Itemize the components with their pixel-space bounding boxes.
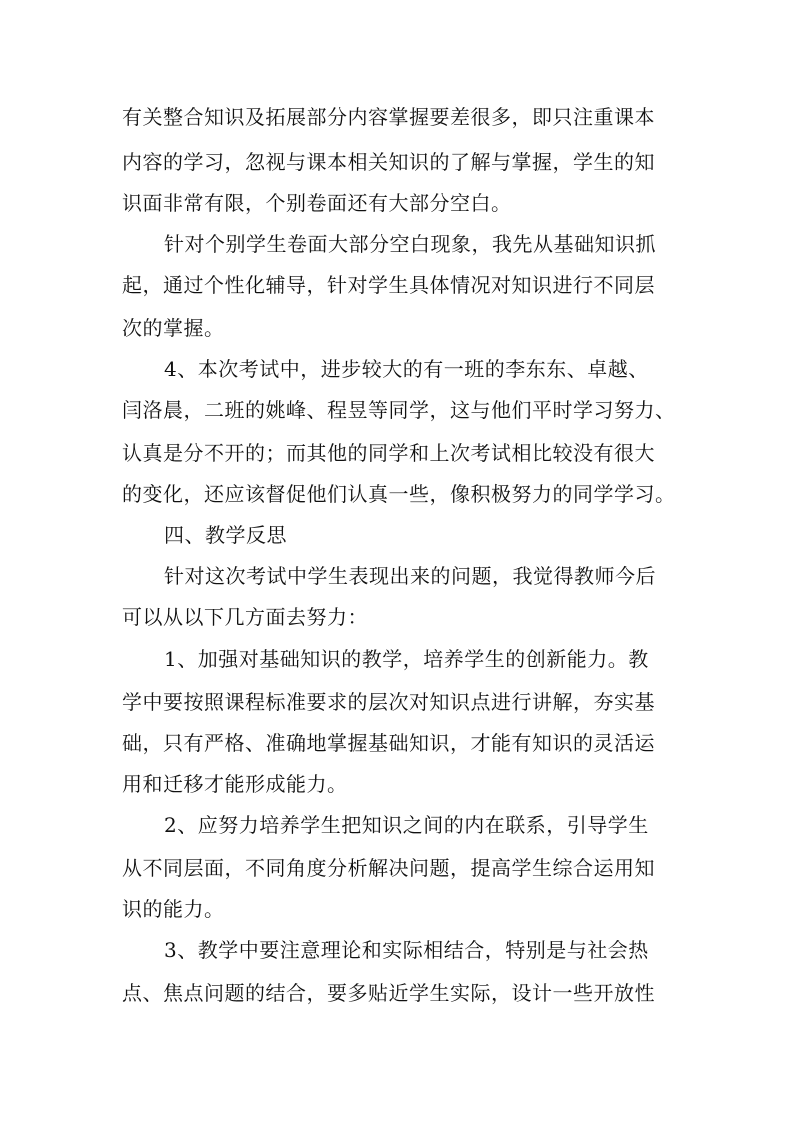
text-line: 识面非常有限，个别卷面还有大部分空白。 — [122, 191, 512, 215]
text-line: 识的能力。 — [122, 897, 225, 921]
text-line: 有关整合知识及拓展部分内容掌握要差很多，即只注重课本 — [122, 105, 655, 129]
paragraph-first-line: 3、教学中要注意理论和实际相结合，特别是与社会热 — [164, 938, 649, 962]
text-line: 用和迁移才能形成能力。 — [122, 772, 348, 796]
text-line: 内容的学习，忽视与课本相关知识的了解与掌握，学生的知 — [122, 150, 655, 174]
paragraph-first-line: 针对这次考试中学生表现出来的问题，我觉得教师今后 — [164, 564, 656, 588]
text-line: 可以从以下几方面去努力： — [122, 605, 368, 629]
paragraph-first-line: 1、加强对基础知识的教学，培养学生的创新能力。教 — [164, 647, 649, 671]
text-line: 次的掌握。 — [122, 316, 225, 340]
text-line: 的变化，还应该督促他们认真一些，像积极努力的同学学习。 — [122, 482, 676, 506]
paragraph-first-line: 针对个别学生卷面大部分空白现象，我先从基础知识抓 — [164, 232, 656, 256]
text-line: 认真是分不开的；而其他的同学和上次考试相比较没有很大 — [122, 441, 655, 465]
section-heading: 四、教学反思 — [164, 523, 287, 547]
paragraph-first-line: 4、本次考试中，进步较大的有一班的李东东、卓越、 — [164, 357, 649, 381]
text-line: 起，通过个性化辅导，针对学生具体情况对知识进行不同层 — [122, 273, 655, 297]
text-line: 闫洛晨，二班的姚峰、程昱等同学，这与他们平时学习努力、 — [122, 398, 676, 422]
text-line: 点、焦点问题的结合，要多贴近学生实际，设计一些开放性 — [122, 981, 655, 1005]
text-line: 从不同层面，不同角度分析解决问题，提高学生综合运用知 — [122, 856, 655, 880]
text-line: 础，只有严格、准确地掌握基础知识，才能有知识的灵活运 — [122, 731, 655, 755]
paragraph-first-line: 2、应努力培养学生把知识之间的内在联系，引导学生 — [164, 813, 649, 837]
text-line: 学中要按照课程标准要求的层次对知识点进行讲解，夯实基 — [122, 690, 655, 714]
